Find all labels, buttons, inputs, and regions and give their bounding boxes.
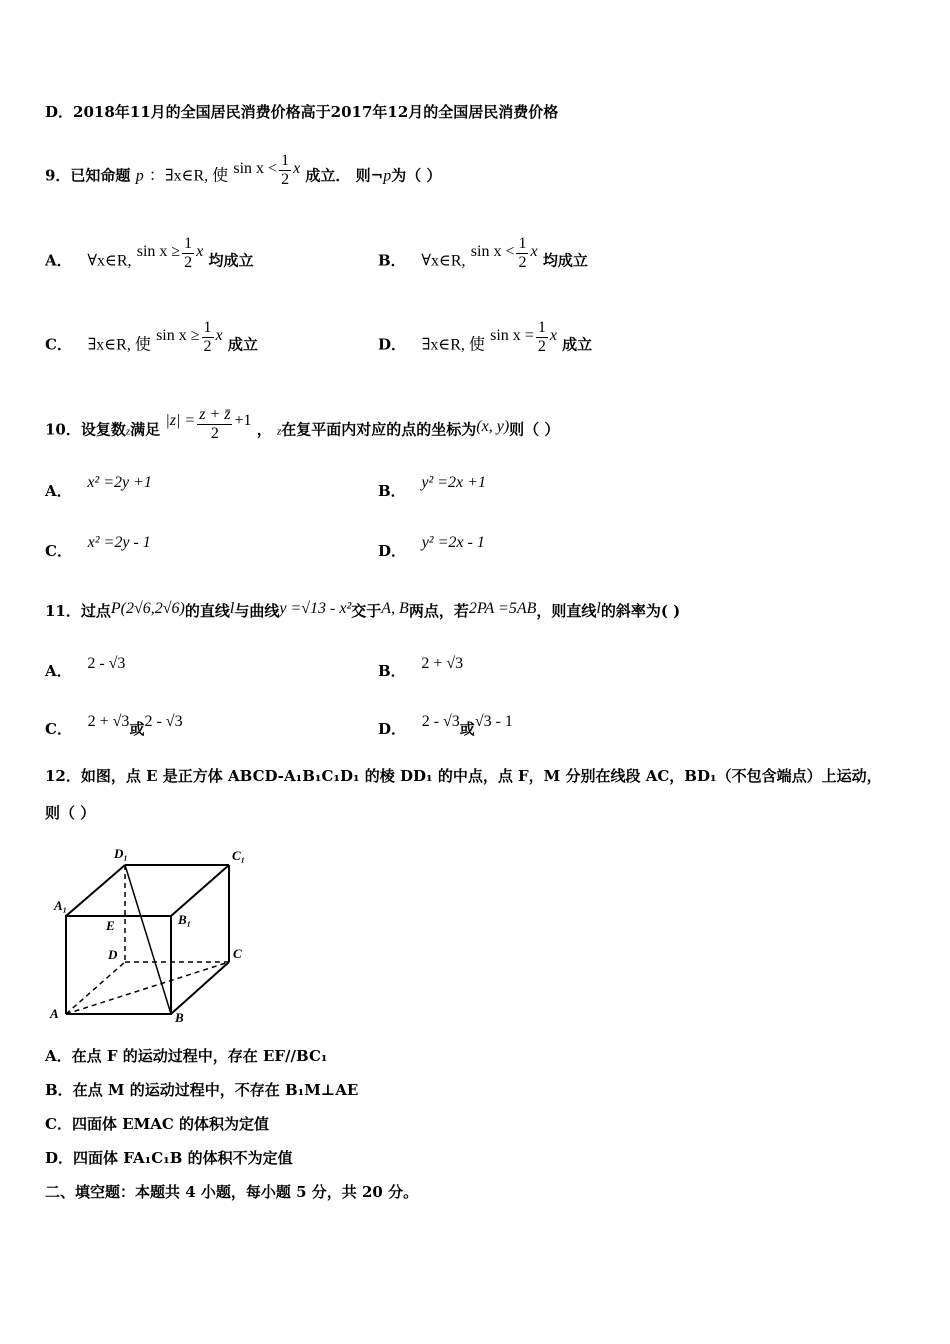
q12-option-b: B．在点 M 的运动过程中，不存在 B₁M⊥AE bbox=[45, 1081, 359, 1099]
label-a1: A₁ bbox=[54, 898, 68, 913]
q9-option-a: A． ∀x∈R, sin x ≥ $\frac{1}{2}$ x 均成立 bbox=[45, 235, 254, 271]
q9-option-d: D． ∃x∈R, 使 sin x = $\frac{1}{2}$ x 成立 bbox=[378, 319, 593, 355]
q10-option-c: C． x² =2y - 1 bbox=[45, 534, 151, 560]
section-2-heading: 二、填空题：本题共 4 小题，每小题 5 分，共 20 分。 bbox=[45, 1183, 419, 1201]
q11-option-a: A． 2 - √3 bbox=[45, 655, 126, 680]
label-d: D bbox=[108, 947, 118, 962]
q11-option-b: B． 2 + √3 bbox=[378, 655, 464, 680]
label-e: E bbox=[106, 918, 115, 933]
q12-option-d: D．四面体 FA₁C₁B 的体积不为定值 bbox=[45, 1149, 293, 1167]
label-a: A bbox=[50, 1006, 59, 1021]
q12-option-c: C．四面体 EMAC 的体积为定值 bbox=[45, 1115, 269, 1133]
cube-diagram bbox=[40, 840, 270, 1030]
label-d1: D₁ bbox=[114, 846, 128, 861]
q11-stem: 11．过点P(2√6,2√6)的直线l与曲线y =√13 - x²交于A, B两点，若2PA =5AB，则直线l的斜率为( ) bbox=[45, 600, 681, 620]
q12-option-a: A．在点 F 的运动过程中，存在 EF//BC₁ bbox=[45, 1047, 328, 1065]
q10-option-a: A． x² =2y +1 bbox=[45, 474, 152, 500]
q9-option-c: C． ∃x∈R, 使 sin x ≥ $\frac{1}{2}$ x 成立 bbox=[45, 319, 258, 355]
q10-option-b: B． y² =2x +1 bbox=[378, 474, 486, 500]
q10-stem: 10．设复数z满足 |z| = $\frac{z + z̄}{2}$ +1 ， z在复平面内对应的点的坐标为(x, y)则（ ） bbox=[45, 406, 560, 442]
q12-stem-line2: 则（ ） bbox=[45, 804, 96, 822]
q11-option-c: C． 2 + √3或2 - √3 bbox=[45, 713, 183, 738]
q9-option-b: B． ∀x∈R, sin x < $\frac{1}{2}$ x 均成立 bbox=[378, 235, 588, 271]
label-b: B bbox=[175, 1010, 184, 1025]
label-b1: B₁ bbox=[178, 912, 192, 927]
label-c1: C₁ bbox=[232, 848, 246, 863]
q9-stem: 9．已知命题 p ：∃x∈R, 使 sin x < $\frac{1}{2}$ x 成立． 则¬p为（ ） bbox=[45, 152, 442, 188]
diagonal-d1-b bbox=[125, 865, 171, 1014]
q12-stem-line1: 12．如图，点 E 是正方体 ABCD-A₁B₁C₁D₁ 的棱 DD₁ 的中点，点 F，M 分别在线段 AC，BD₁（不包含端点）上运动， bbox=[45, 767, 882, 785]
label-c: C bbox=[233, 946, 242, 961]
q11-option-d: D． 2 - √3或√3 - 1 bbox=[378, 713, 513, 738]
q8-option-d: D．2018年11月的全国居民消费价格高于2017年12月的全国居民消费价格 bbox=[45, 103, 559, 121]
q10-option-d: D． y² =2x - 1 bbox=[378, 534, 485, 560]
